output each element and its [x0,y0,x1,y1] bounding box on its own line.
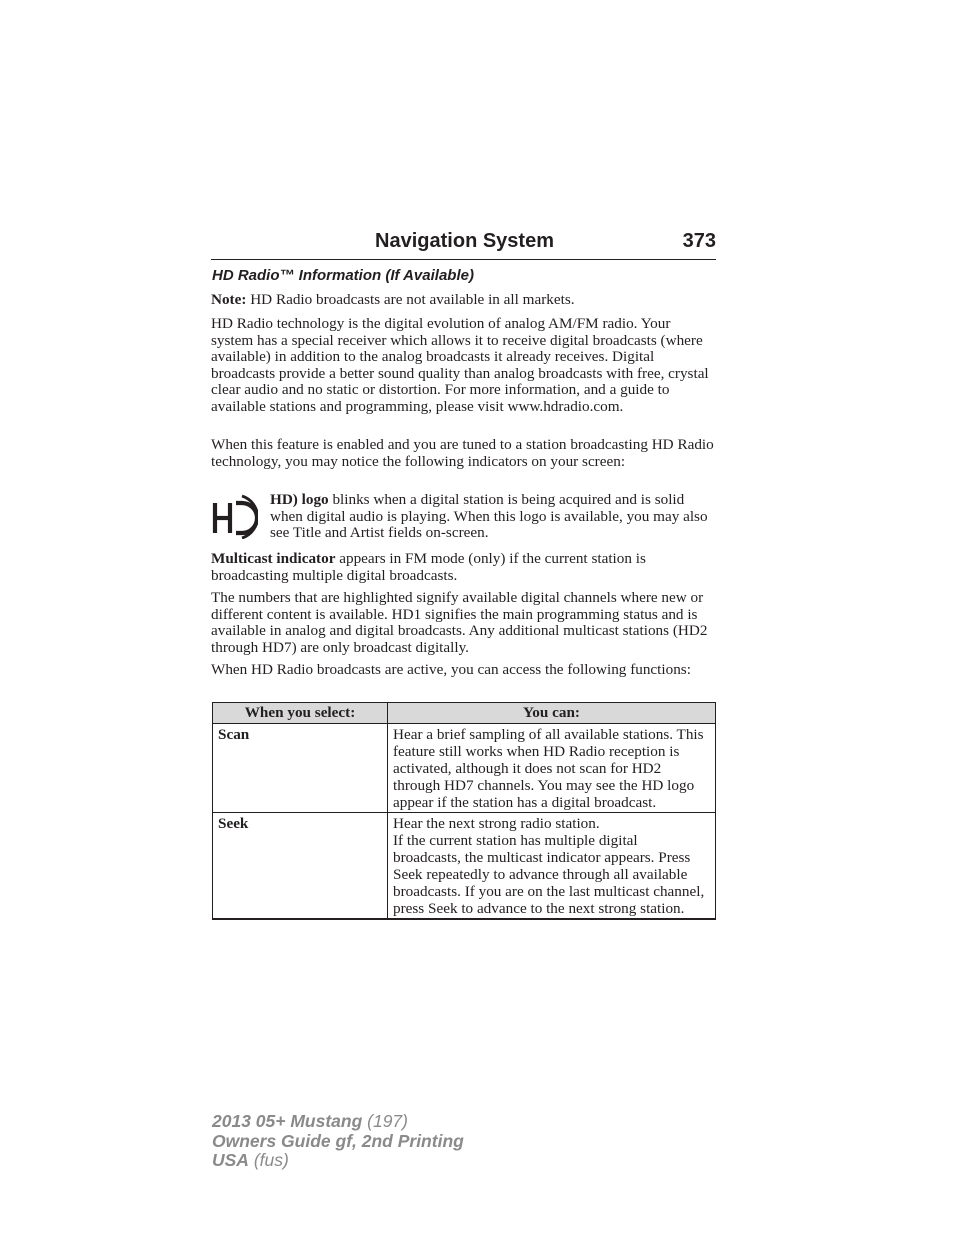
footer-market: USA [212,1150,249,1170]
hd-logo-label: HD) logo [270,491,329,508]
table-cell-can [388,813,716,920]
table-cell-can: Hear a brief sampling of all available stations. This feature still works when HD Radio reception is activated, although it does not scan for HD2 through HD7 channels. You may see the HD logo appear if the station has a digital broadcast. [388,724,716,813]
note-text: HD Radio broadcasts are not available in all markets. [246,291,575,308]
multicast-paragraph [211,551,716,584]
functions-paragraph: When HD Radio broadcasts are active, you can access the following functions: [211,661,691,678]
footer-model: 2013 05+ Mustang [212,1111,363,1131]
functions-table [212,702,716,920]
table-cell-select: Seek [213,813,388,920]
table-row [213,724,716,813]
multicast-label: Multicast indicator [211,550,336,567]
footer-guide: Owners Guide gf, 2nd Printing [212,1130,464,1151]
footer-line-2 [212,1132,464,1152]
footer-line-3 [212,1151,464,1171]
footer-market-code: (fus) [248,1150,289,1170]
page-number: 373 [682,230,716,252]
page-footer [212,1112,464,1171]
note-label: Note: [211,291,247,308]
channels-paragraph: The numbers that are highlighted signify available digital channels where new or different content is available. HD1 signifies the main programming status and is available in analog and digital broadcasts. Any additional multicast stations (HD2 through HD7) are only broadcast digitally. [211,589,708,656]
section-title: HD Radio™ Information (If Available) [212,267,474,284]
hd-logo-text: blinks when a digital station is being acquired and is solid when digital audio is playing. When this logo is available, you may also see Title and Artist fields on-screen. [270,491,708,542]
footer-model-code: (197) [362,1111,408,1131]
table-row [213,813,716,920]
table-cell-can-line1: Hear the next strong radio station. [393,815,600,832]
chapter-title: Navigation System [375,230,554,252]
table-cell-select: Scan [213,724,388,813]
indicators-paragraph: When this feature is enabled and you are tuned to a station broadcasting HD Radio technology, you may notice the following indicators on your screen: [211,436,714,470]
table-header-select: When you select: [213,703,388,724]
page-header [211,228,716,260]
table-header-row [213,703,716,724]
note-paragraph [211,292,716,309]
footer-line-1 [212,1112,464,1132]
hd-logo-description [270,492,716,542]
multicast-text: appears in FM mode (only) if the current station is broadcasting multiple digital broadcasts. [211,550,646,584]
hd-logo-icon [212,493,258,539]
intro-paragraph: HD Radio technology is the digital evolution of analog AM/FM radio. Your system has a special receiver which allows it to receive digital broadcasts (where available) in addition to the analog broadcasts it already receives. Digital broadcasts provide a better sound quality than analog broadcasts with free, crystal clear audio and no static or distortion. For more information, and a guide to available stations and programming, please visit www.hdradio.com. [211,315,709,415]
table-cell-can-line2: If the current station has multiple digital broadcasts, the multicast indicator appears. Press Seek repeatedly to advance through all available broadcasts. If you are on the last multicast channel, press Seek to advance to the next strong station. [393,832,705,917]
table-header-can: You can: [388,703,716,724]
